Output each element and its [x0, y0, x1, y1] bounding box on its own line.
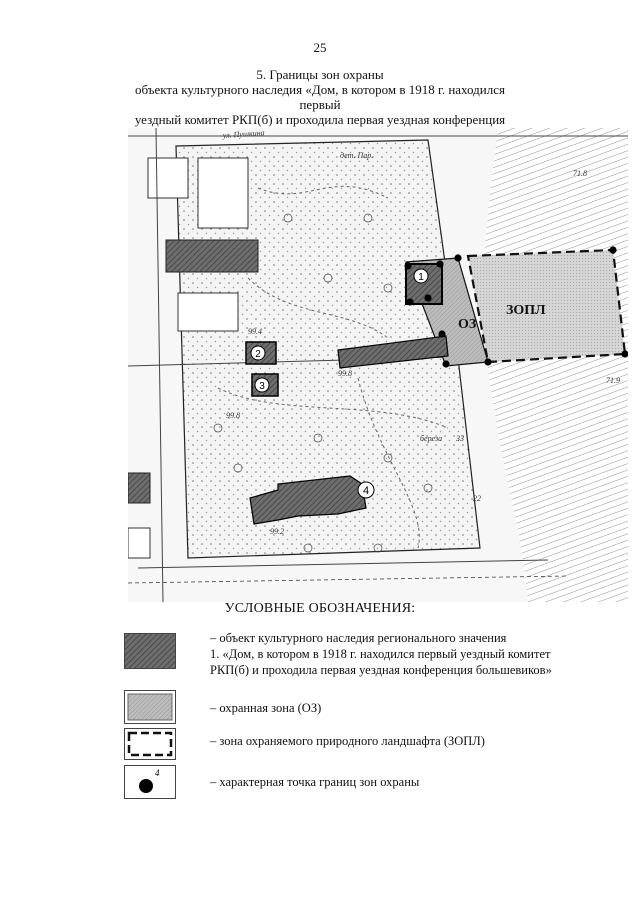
object-number: 1 [418, 272, 424, 283]
building-outline [128, 528, 150, 558]
boundary-point [438, 330, 445, 337]
legend-text-boundary-point: – характерная точка границ зон охраны [210, 775, 420, 789]
elevation-label: 99.2 [270, 527, 284, 536]
elevation-label: 99.4 [248, 327, 262, 336]
legend-title: УСЛОВНЫЕ ОБОЗНАЧЕНИЯ: [224, 601, 416, 616]
legend-text-line: 1. «Дом, в котором в 1918 г. находился первый уездный комитет [210, 647, 551, 661]
boundary-point [436, 260, 443, 267]
legend-symbol-boundary-point [124, 765, 176, 799]
elevation-label: 71.9 [606, 376, 620, 385]
boundary-point [442, 360, 449, 367]
boundary-point-icon [139, 779, 153, 793]
boundary-point [484, 358, 491, 365]
building-hatched [166, 240, 258, 272]
boundary-point [454, 254, 461, 261]
tree-label: береза [420, 434, 443, 443]
building-outline [178, 293, 238, 331]
legend-point-number: 4 [155, 768, 160, 778]
boundary-point [406, 298, 413, 305]
legend-symbol-protection-zone [124, 690, 176, 724]
legend-symbol-zopl [124, 728, 176, 760]
boundary-point [404, 262, 411, 269]
object-marker-3 [255, 378, 269, 392]
elevation-label: 33 [456, 434, 464, 443]
elevation-label: 99.8 [226, 411, 240, 420]
playground-label: дет. Пар. [340, 151, 374, 160]
map-svg [128, 128, 628, 602]
building-outline [198, 158, 248, 228]
elevation-label: 71.8 [573, 169, 587, 178]
object-marker-4 [358, 482, 374, 498]
oz-label: ОЗ [458, 317, 477, 332]
legend-text-object [210, 630, 630, 678]
title-line-3: уездный комитет РКП(б) и проходила первая уездная конференция [134, 112, 506, 127]
protection-zone-map [128, 128, 628, 602]
object-number: 2 [255, 349, 261, 360]
boundary-point [609, 246, 616, 253]
elevation-label: 22 [473, 494, 481, 503]
title-line-1: 5. Границы зон охраны [256, 67, 384, 82]
title-line-2: объекта культурного наследия «Дом, в котором в 1918 г. находился первый [134, 82, 505, 112]
legend-text-zopl: – зона охраняемого природного ландшафта (ЗОПЛ) [210, 734, 485, 748]
object-marker-1 [414, 269, 428, 283]
zopl-zone [468, 250, 625, 362]
elevation-label: 99.8 [338, 369, 352, 378]
legend-text-line: – объект культурного наследия регионального значения [210, 631, 507, 645]
zopl-label: ЗОПЛ [506, 303, 546, 318]
boundary-point [424, 294, 431, 301]
building-outline [148, 158, 188, 198]
legend-text-oz: – охранная зона (ОЗ) [210, 701, 322, 715]
object-number: 3 [259, 381, 265, 392]
street-label: ул. Пушкина [222, 128, 265, 140]
legend-symbol-object [124, 633, 176, 669]
object-marker-2 [251, 346, 265, 360]
object-number: 4 [362, 485, 370, 497]
building-hatched [128, 473, 150, 503]
legend-text-line: РКП(б) и проходила первая уездная конференция большевиков» [210, 663, 552, 677]
page-number: 25 [313, 40, 327, 55]
